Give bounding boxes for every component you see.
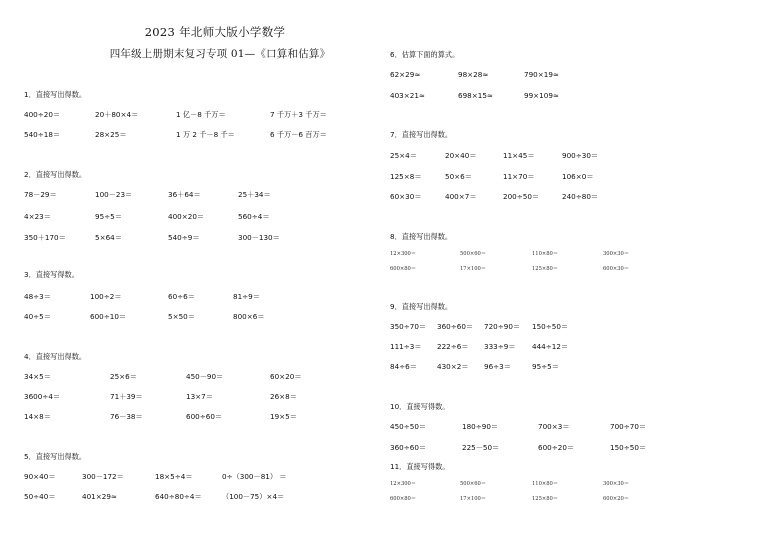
exercise-item: 150÷50＝ — [532, 322, 569, 331]
exercise-item: 14×8＝ — [24, 412, 51, 421]
exercise-item: 450÷50＝ — [390, 422, 427, 431]
exercise-item: 300×30＝ — [603, 251, 630, 257]
exercise-item: 200÷50＝ — [503, 192, 540, 201]
exercise-item: 7 千万＋3 千万＝ — [270, 110, 327, 119]
exercise-item: 300－130＝ — [238, 233, 280, 242]
exercise-item: 400×7＝ — [445, 192, 477, 201]
exercise-item: 600÷60＝ — [186, 412, 223, 421]
exercise-item: 62×29≈ — [390, 70, 421, 79]
exercise-item: 600×80＝ — [390, 266, 417, 272]
exercise-item: 95÷5＝ — [532, 362, 559, 371]
exercise-item: 350÷70＝ — [390, 322, 427, 331]
exercise-item: 1 万 2 千－8 千＝ — [176, 130, 235, 139]
section-title: 10．直接写得数。 — [390, 402, 450, 411]
exercise-item: 60×30＝ — [390, 192, 422, 201]
exercise-item: 50÷40＝ — [24, 492, 56, 501]
exercise-item: 50×6＝ — [445, 172, 472, 181]
exercise-item: 125×80＝ — [532, 496, 559, 502]
exercise-item: 540÷9＝ — [168, 233, 200, 242]
exercise-item: 800×6＝ — [233, 312, 265, 321]
exercise-item: 20＋80×4＝ — [95, 110, 139, 119]
exercise-item: 13×7＝ — [186, 392, 213, 401]
exercise-item: 12×300＝ — [390, 251, 417, 257]
section-title: 4．直接写出得数。 — [24, 352, 87, 361]
exercise-item: 106×0＝ — [562, 172, 594, 181]
exercise-item: 180÷90＝ — [462, 422, 499, 431]
exercise-item: 150÷50＝ — [610, 443, 647, 452]
exercise-item: 360÷60＝ — [390, 443, 427, 452]
exercise-item: 600×20＝ — [603, 496, 630, 502]
exercise-item: 350＋170＝ — [24, 233, 66, 242]
exercise-item: 34×5＝ — [24, 372, 51, 381]
exercise-item: （100－75）×4＝ — [222, 492, 285, 501]
exercise-item: 28×25＝ — [95, 130, 127, 139]
exercise-item: 26×8＝ — [270, 392, 297, 401]
section-title: 3．直接写得数。 — [24, 270, 79, 279]
exercise-item: 700÷70＝ — [610, 422, 647, 431]
exercise-item: 300×30＝ — [603, 481, 630, 487]
exercise-item: 560÷4＝ — [238, 212, 270, 221]
exercise-item: 95÷5＝ — [95, 212, 122, 221]
exercise-item: 640÷80÷4＝ — [155, 492, 202, 501]
exercise-item: 100－23＝ — [95, 190, 133, 199]
exercise-item: 5×64＝ — [95, 233, 122, 242]
exercise-item: 48÷3＝ — [24, 292, 51, 301]
section-title: 8．直接写出得数。 — [390, 232, 453, 241]
exercise-item: 360÷60＝ — [437, 322, 474, 331]
exercise-item: 240÷80＝ — [562, 192, 599, 201]
exercise-item: 12×300＝ — [390, 481, 417, 487]
exercise-item: 540÷18＝ — [24, 130, 61, 139]
section-title: 1．直接写出得数。 — [24, 90, 87, 99]
exercise-item: 36＋64＝ — [168, 190, 201, 199]
exercise-item: 78－29＝ — [24, 190, 57, 199]
exercise-item: 125×80＝ — [532, 266, 559, 272]
exercise-item: 222÷6＝ — [437, 342, 469, 351]
exercise-item: 400÷20＝ — [24, 110, 61, 119]
exercise-item: 100÷2＝ — [90, 292, 122, 301]
exercise-item: 600×80＝ — [390, 496, 417, 502]
exercise-item: 110×80＝ — [532, 251, 559, 257]
exercise-item: 25×6＝ — [110, 372, 137, 381]
exercise-item: 60÷6＝ — [168, 292, 195, 301]
exercise-item: 76－38＝ — [110, 412, 143, 421]
exercise-item: 111÷3＝ — [390, 342, 422, 351]
section-title: 6．估算下面的算式。 — [390, 50, 460, 59]
exercise-item: 17×100＝ — [460, 496, 487, 502]
exercise-item: 600÷10＝ — [90, 312, 127, 321]
exercise-item: 400×20＝ — [168, 212, 205, 221]
exercise-item: 3600÷4＝ — [24, 392, 61, 401]
exercise-item: 720÷90＝ — [484, 322, 521, 331]
exercise-item: 5×50＝ — [168, 312, 195, 321]
exercise-item: 99×109≈ — [524, 91, 559, 100]
exercise-item: 18×5÷4＝ — [155, 472, 193, 481]
exercise-item: 90×40＝ — [24, 472, 56, 481]
section-title: 7．直接写出得数。 — [390, 130, 453, 139]
section-title: 11．直接写得数。 — [390, 462, 450, 471]
exercise-item: 600×30＝ — [603, 266, 630, 272]
exercise-item: 790×19≈ — [524, 70, 559, 79]
exercise-item: 71＋39＝ — [110, 392, 143, 401]
exercise-item: 84÷6＝ — [390, 362, 417, 371]
exercise-item: 300－172＝ — [82, 472, 124, 481]
exercise-item: 11×45＝ — [503, 151, 535, 160]
exercise-item: 125×8＝ — [390, 172, 422, 181]
worksheet-subtitle: 四年级上册期末复习专项 01—《口算和估算》 — [109, 48, 331, 60]
exercise-item: 11×70＝ — [503, 172, 535, 181]
exercise-item: 60×20＝ — [270, 372, 302, 381]
exercise-item: 698×15≈ — [458, 91, 493, 100]
exercise-item: 500×60＝ — [460, 481, 487, 487]
exercise-item: 98×28≈ — [458, 70, 489, 79]
exercise-item: 19×5＝ — [270, 412, 297, 421]
exercise-item: 700×3＝ — [538, 422, 570, 431]
exercise-item: 225－50＝ — [462, 443, 500, 452]
exercise-item: 20×40＝ — [445, 151, 477, 160]
exercise-item: 4×23＝ — [24, 212, 51, 221]
exercise-item: 450－90＝ — [186, 372, 224, 381]
section-title: 9．直接写出得数。 — [390, 302, 453, 311]
exercise-item: 444÷12＝ — [532, 342, 569, 351]
exercise-item: 600÷20＝ — [538, 443, 575, 452]
worksheet-title: 2023 年北师大版小学数学 — [144, 25, 286, 39]
exercise-item: 900÷30＝ — [562, 151, 599, 160]
exercise-item: 6 千万－6 百万＝ — [270, 130, 327, 139]
exercise-item: 17×100＝ — [460, 266, 487, 272]
section-title: 2．直接写出得数。 — [24, 170, 87, 179]
exercise-item: 110×80＝ — [532, 481, 559, 487]
exercise-item: 40÷5＝ — [24, 312, 51, 321]
exercise-item: 333÷9＝ — [484, 342, 516, 351]
exercise-item: 430×2＝ — [437, 362, 469, 371]
section-title: 5．直接写出得数。 — [24, 452, 87, 461]
exercise-item: 500×60＝ — [460, 251, 487, 257]
exercise-item: 0÷（300－81） ＝ — [222, 472, 287, 481]
exercise-item: 96÷3＝ — [484, 362, 511, 371]
exercise-item: 403×21≈ — [390, 91, 425, 100]
exercise-item: 25＋34＝ — [238, 190, 271, 199]
exercise-item: 81÷9＝ — [233, 292, 260, 301]
exercise-item: 401×29≈ — [82, 492, 117, 501]
exercise-item: 25×4＝ — [390, 151, 417, 160]
exercise-item: 1 亿－8 千万＝ — [176, 110, 226, 119]
